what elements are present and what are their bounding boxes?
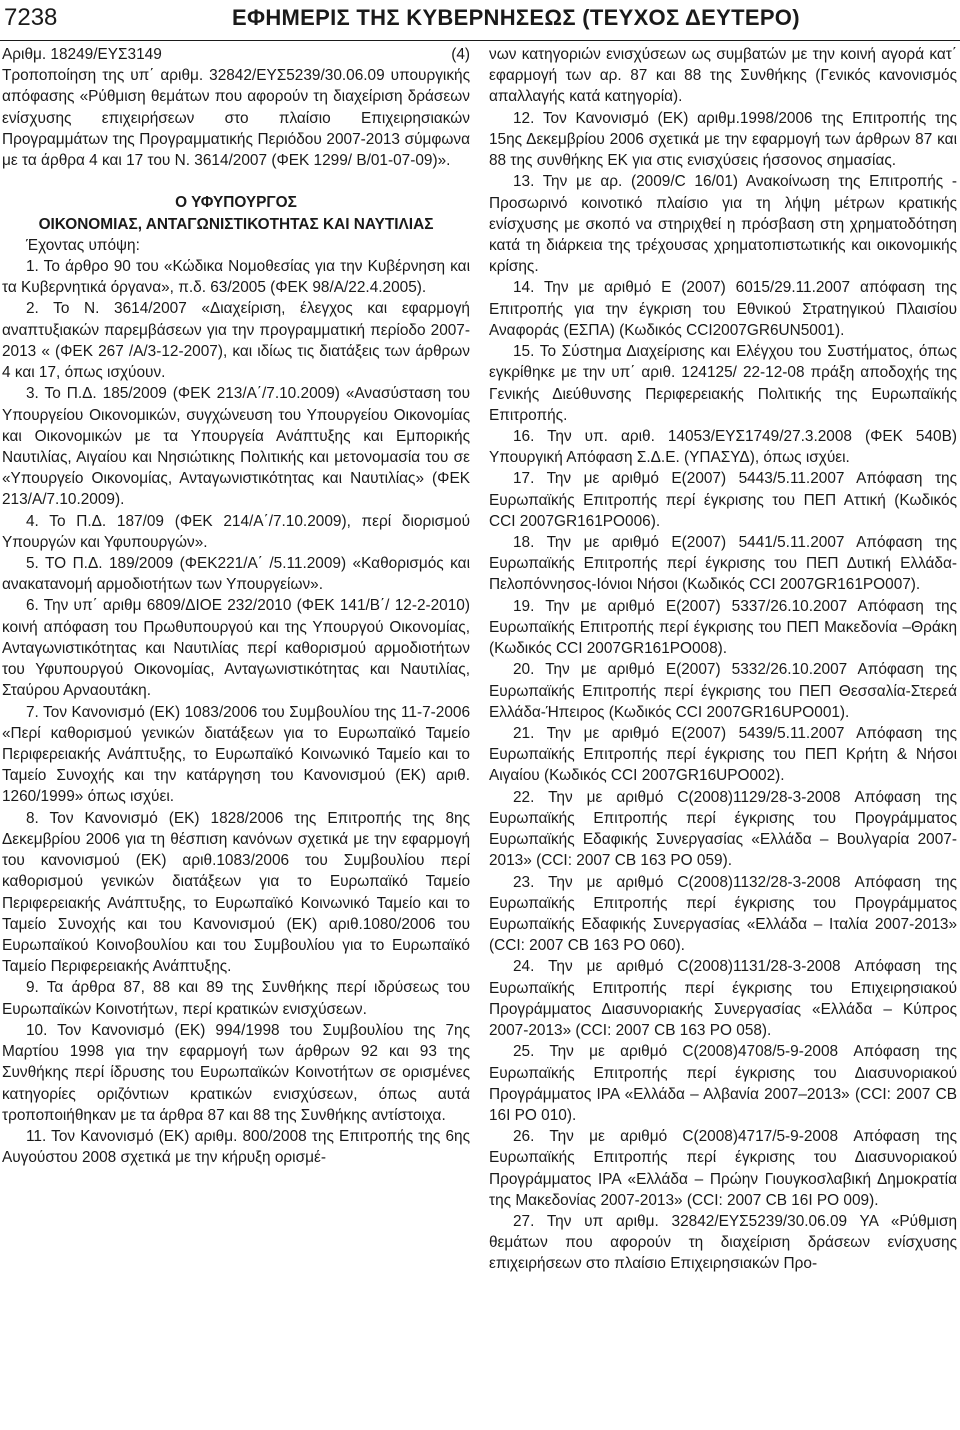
legal-basis-item: 15. Το Σύστημα Διαχείρισης και Ελέγχου του Συστήματος, όπως εγκρίθηκε με την υπ΄ αριθ. 124125/ 22-12-08 πράξη αποδοχής της Γενικής Διεύθυνσης Περιφερειακής Πολιτικής της Ευρωπαϊκής Επιτροπής. bbox=[489, 343, 957, 424]
legal-basis-item: 6. Την υπ΄ αριθμ 6809/ΔΙΟΕ 232/2010 (ΦΕΚ 141/Β΄/ 12-2-2010) κοινή απόφαση του Πρωθυπουργού και της Υπουργού Οικονομίας, Ανταγωνιστικότητας και Ναυτιλίας περί καθορισμού αρμοδιοτήτων του Υφυπουργού Οικονομίας, Ανταγωνιστικότητας και Ναυτιλίας, Σταύρου Αρναουτάκη. bbox=[2, 597, 470, 700]
legal-basis-item: 18. Την με αριθμό Ε(2007) 5441/5.11.2007 Απόφαση της Ευρωπαϊκής Επιτροπής περί έγκρισης του ΠΕΠ Δυτική Ελλάδα-Πελοπόννησος-Ιόνιοι Νήσοι (Κωδικός CCI 2007GR161PO007). bbox=[489, 534, 957, 594]
legal-basis-item: 14. Την με αριθμό Ε (2007) 6015/29.11.2007 απόφαση της Επιτροπής για την έγκριση του Εθνικού Στρατηγικού Πλαισίου Αναφοράς (ΕΣΠΑ) (Κωδικός CCI2007GR6UN5001). bbox=[489, 279, 957, 339]
decision-number: Αριθμ. 18249/ΕΥΣ3149 bbox=[2, 46, 162, 63]
minister-title-line1: Ο ΥΦΥΠΟΥΡΓΟΣ bbox=[175, 194, 297, 212]
legal-basis-item: 24. Την με αριθμό C(2008)1131/28-3-2008 Απόφαση της Ευρωπαϊκής Επιτροπής περί έγκρισης του Επιχειρησιακού Προγράμματος Διασυνοριακής Συνεργασίας «Ελλάδα – Κύπρος 2007-2013» (CCI: 2007 CB 163 PO 058). bbox=[489, 958, 957, 1040]
legal-basis-item: 10. Τον Κανονισμό (ΕΚ) 994/1998 του Συμβουλίου της 7ης Μαρτίου 1998 για την εφαρμογή των άρθρων 92 και 93 της Συνθήκης περί ίδρυσης του Ευρωπαϊκών Κοινοτήτων σε ορισμένες κατηγορίες οριζόντιων κρατικών ενισχύσεων, όπως αυτά τροποποιήθηκαν με τα άρθρα 87 και 88 της Συνθήκης αντίστοιχα. bbox=[2, 1021, 470, 1124]
legal-basis-item: 21. Την με αριθμό Ε(2007) 5439/5.11.2007 Απόφαση της Ευρωπαϊκής Επιτροπής περί έγκρισης του ΠΕΠ Κρήτη & Νήσοι Αιγαίου (Κωδικός CCI 2007GR16UPO002). bbox=[489, 725, 957, 785]
legal-basis-item: 16. Την υπ. αριθ. 14053/ΕΥΣ1749/27.3.2008 (ΦΕΚ 540Β) Υπουργική Απόφαση Σ.Δ.Ε. (ΥΠΑΣΥΔ), όπως ισχύει. bbox=[489, 427, 957, 467]
continued-text: νων κατηγοριών ενισχύσεων ως συμβατών με την κοινή αγορά κατ΄ εφαρμογή των αρ. 87 και 88 της Συνθήκης (Γενικός κανονισμός απαλλαγής κατά κατηγορία). bbox=[489, 46, 957, 106]
legal-basis-item: 27. Την υπ αριθμ. 32842/ΕΥΣ5239/30.06.09 ΥΑ «Ρύθμιση θεμάτων που αφορούν τη διαχείριση δράσεων ενίσχυσης επιχειρήσεων στο πλαίσιο Επιχειρησιακών Προ- bbox=[489, 1213, 957, 1273]
legal-basis-item: 9. Τα άρθρα 87, 88 και 89 της Συνθήκης περί ιδρύσεως του Ευρωπαϊκών Κοινοτήτων, περί κρατικών ενισχύσεων. bbox=[2, 979, 470, 1018]
left-column bbox=[2, 44, 470, 1168]
legal-basis-item: 19. Την με αριθμό Ε(2007) 5337/26.10.2007 Απόφαση της Ευρωπαϊκής Επιτροπής περί έγκρισης του ΠΕΠ Μακεδονία –Θράκη (Κωδικός CCI 2007GR161PO008). bbox=[489, 597, 957, 658]
legal-basis-item: 26. Την με αριθμό C(2008)4717/5-9-2008 Απόφαση της Ευρωπαϊκής Επιτροπής περί έγκρισης του Διασυνοριακού Προγράμματος IPA «Ελλάδα – Πρώην Γιουγκοσλαβική Δημοκρατία της Μακεδονίας 2007-2013» (CCI: 2007 CB 16I PO 009). bbox=[489, 1128, 957, 1209]
legal-basis-item: 7. Τον Κανονισμό (ΕΚ) 1083/2006 του Συμβουλίου της 11-7-2006 «Περί καθορισμού γενικών διατάξεων για το Ευρωπαϊκό Ταμείο Περιφερειακής Ανάπτυξης, το Ευρωπαϊκό Κοινωνικό Ταμείο και το Ταμείο Συνοχής και την κατάργηση του Κανονισμού (ΕΚ) αριθ. 1260/1999» όπως ισχύει. bbox=[2, 703, 470, 806]
legal-basis-item: 11. Τον Κανονισμό (ΕΚ) αριθμ. 800/2008 της Επιτροπής της 6ης Αυγούστου 2008 σχετικά με την κήρυξη ορισμέ- bbox=[2, 1127, 470, 1167]
gazette-title: ΕΦΗΜΕΡΙΣ ΤΗΣ ΚΥΒΕΡΝΗΣΕΩΣ (ΤΕΥΧΟΣ ΔΕΥΤΕΡΟ) bbox=[232, 5, 800, 30]
decision-reference bbox=[2, 44, 470, 65]
legal-basis-item: 3. Το Π.Δ. 185/2009 (ΦΕΚ 213/Α΄/7.10.2009) «Ανασύσταση του Υπουργείου Οικονομικών, συγχώνευση του Υπουργείου Οικονομίας και Οικονομικών με τα Υπουργεία Ανάπτυξης και Εμπορικής Ναυτιλίας, Αιγαίου και Νησιώτικης Πολιτικής και μετονομασία του σε «Υπουργείο Οικονομίας, Ανταγωνιστικότητας και Ναυτιλίας» (ΦΕΚ 213/Α/7.10.2009). bbox=[2, 385, 470, 509]
page-header bbox=[0, 0, 960, 41]
minister-title-line2: ΟΙΚΟΝΟΜΙΑΣ, ΑΝΤΑΓΩΝΙΣΤΙΚΟΤΗΤΑΣ ΚΑΙ ΝΑΥΤΙΛΙΑΣ bbox=[38, 215, 434, 233]
legal-basis-item: 5. ΤΟ Π.Δ. 189/2009 (ΦΕΚ221/Α΄ /5.11.2009) «Καθορισμός και ανακατανομή αρμοδιοτήτων των Υπουργείων». bbox=[2, 555, 470, 594]
legal-basis-item: 12. Τον Κανονισμό (ΕΚ) αριθμ.1998/2006 της Επιτροπής της 15ης Δεκεμβρίου 2006 σχετικά με την εφαρμογή των άρθρων 87 και 88 της συνθήκης ΕΚ για στις ενισχύσεις ήσσονος σημασίας. bbox=[489, 109, 957, 170]
legal-basis-item: 25. Την με αριθμό C(2008)4708/5-9-2008 Απόφαση της Ευρωπαϊκής Επιτροπής περί έγκρισης του Διασυνοριακού Προγράμματος IPA «Ελλάδα – Αλβανία 2007–2013» (CCI: 2007 CB 16I PO 010). bbox=[489, 1043, 957, 1124]
having-regard-heading: Έχοντας υπόψη: bbox=[26, 236, 140, 254]
decision-title: Τροποποίηση της υπ΄ αριθμ. 32842/ΕΥΣ5239/30.06.09 υπουργικής απόφασης «Ρύθμιση θεμάτων που αφορούν τη διαχείριση δράσεων ενίσχυσης επιχειρήσεων στο πλαίσιο Επιχειρησιακών Προγραμμάτων της Προγραμματικής Περιόδου 2007-2013 σύμφωνα με τα άρθρα 4 και 17 του Ν. 3614/2007 (ΦΕΚ 1299/ Β/01-07-09)». bbox=[2, 67, 470, 170]
legal-basis-item: 8. Τον Κανονισμό (ΕΚ) 1828/2006 της Επιτροπής της 8ης Δεκεμβρίου 2006 για τη θέσπιση κανόνων σχετικά με την εφαρμογή του κανονισμού (ΕΚ) αριθ.1083/2006 του Συμβουλίου περί καθορισμού γενικών διατάξεων για το Ευρωπαϊκό Ταμείο Περιφερειακής Ανάπτυξης, το Ευρωπαϊκό Κοινωνικό Ταμείο και το Ταμείο Συνοχής και του Κανονισμού (ΕΚ) αριθ.1080/2006 του Ευρωπαϊκού Κοινοβουλίου και του Συμβουλίου για το Ευρωπαϊκό Ταμείο Περιφερειακής Ανάπτυξης. bbox=[2, 809, 470, 976]
page-number: 7238 bbox=[4, 4, 58, 31]
legal-basis-item: 17. Την με αριθμό Ε(2007) 5443/5.11.2007 Απόφαση της Ευρωπαϊκής Επιτροπής περί έγκρισης του ΠΕΠ Αττική (Κωδικός CCI 2007GR161PO006). bbox=[489, 470, 957, 530]
decision-index: (4) bbox=[451, 46, 470, 63]
legal-basis-item: 2. Το Ν. 3614/2007 «Διαχείριση, έλεγχος και εφαρμογή αναπτυξιακών παρεμβάσεων για την προγραμματική περίοδο 2007-2013 « (ΦΕΚ 267 /Α/3-12-2007), και ιδίως τις διατάξεις των άρθρων 4 και 17, όπως ισχύουν. bbox=[2, 300, 470, 382]
right-column bbox=[489, 44, 957, 1275]
legal-basis-item: 23. Την με αριθμό C(2008)1132/28-3-2008 Απόφαση της Ευρωπαϊκής Επιτροπής περί έγκρισης του Προγράμματος Ευρωπαϊκής Εδαφικής Συνεργασίας «Ελλάδα – Ιταλία 2007-2013» (CCI: 2007 CB 163 PO 060). bbox=[489, 873, 957, 955]
legal-basis-item: 22. Την με αριθμό C(2008)1129/28-3-2008 Απόφαση της Ευρωπαϊκής Επιτροπής περί έγκρισης του Προγράμματος Ευρωπαϊκής Εδαφικής Συνεργασίας «Ελλάδα – Βουλγαρία 2007-2013» (CCI: 2007 CB 163 PO 059). bbox=[489, 788, 957, 870]
legal-basis-item: 1. Το άρθρο 90 του «Κώδικα Νομοθεσίας για την Κυβέρνηση και τα Κυβερνητικά όργανα», π.δ. 63/2005 (ΦΕΚ 98/Α/22.4.2005). bbox=[2, 257, 470, 297]
legal-basis-item: 4. Το Π.Δ. 187/09 (ΦΕΚ 214/Α΄/7.10.2009), περί διορισμού Υπουργών και Υφυπουργών». bbox=[2, 512, 470, 551]
legal-basis-item: 20. Την με αριθμό Ε(2007) 5332/26.10.2007 Απόφαση της Ευρωπαϊκής Επιτροπής περί έγκρισης του ΠΕΠ Θεσσαλία-Στερεά Ελλάδα-Ήπειρος (Κωδικός CCI 2007GR16UPO001). bbox=[489, 661, 957, 721]
legal-basis-item: 13. Την με αρ. (2009/C 16/01) Ανακοίνωση της Επιτροπής - Προσωρινό κοινοτικό πλαίσιο για τη λήψη μέτρων κρατικής ενίσχυσης με σκοπό να στηριχθεί η πρόσβαση στη χρηματοδότηση κατά τη διάρκεια της τρέχουσας χρηματοπιστωτικής και οικονομικής κρίσης. bbox=[489, 173, 957, 276]
